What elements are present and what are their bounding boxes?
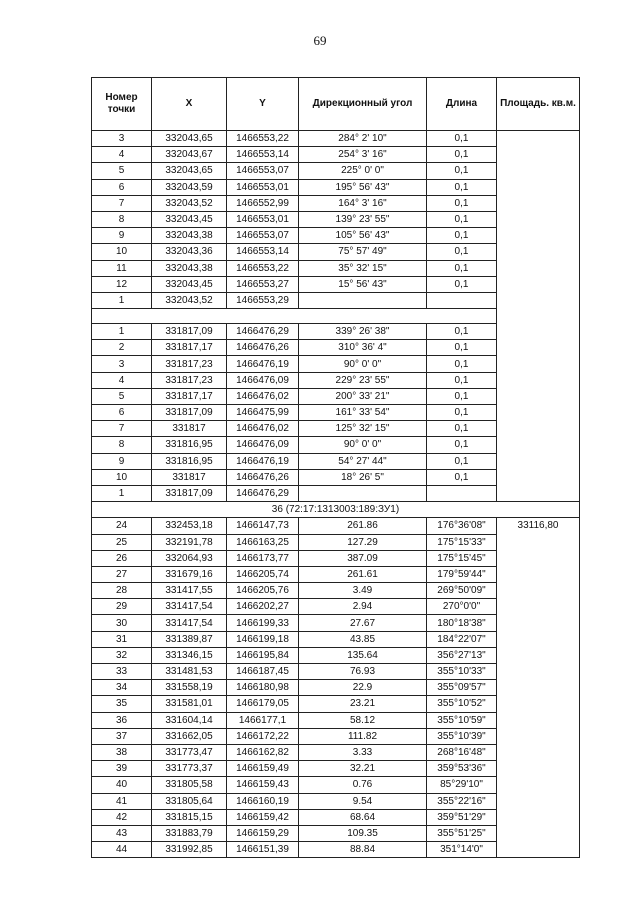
point-number: 43: [92, 825, 152, 841]
length: 270°0'0": [427, 599, 497, 615]
length: 355°10'52": [427, 696, 497, 712]
section-row: [92, 502, 580, 518]
table-row: [92, 518, 580, 534]
coord-x: 332064,93: [152, 550, 227, 566]
length: 0,1: [427, 356, 497, 372]
length: 355°10'33": [427, 664, 497, 680]
coord-x: 332043,52: [152, 195, 227, 211]
coord-y: 1466195,84: [227, 647, 299, 663]
point-number: 8: [92, 437, 152, 453]
coord-y: 1466159,42: [227, 809, 299, 825]
coord-y: 1466160,19: [227, 793, 299, 809]
length: 0,1: [427, 421, 497, 437]
coord-x: 332043,65: [152, 131, 227, 147]
coord-x: 331773,47: [152, 744, 227, 760]
coord-y: 1466172,22: [227, 728, 299, 744]
header-point: Номер точки: [92, 78, 152, 131]
coord-y: 1466476,26: [227, 340, 299, 356]
coord-x: 332453,18: [152, 518, 227, 534]
point-number: 10: [92, 469, 152, 485]
header-length: Длина: [427, 78, 497, 131]
point-number: 38: [92, 744, 152, 760]
coord-y: 1466199,33: [227, 615, 299, 631]
length: 356°27'13": [427, 647, 497, 663]
point-number: 1: [92, 324, 152, 340]
direction-angle: 125° 32' 15": [299, 421, 427, 437]
point-number: 42: [92, 809, 152, 825]
length: 0,1: [427, 228, 497, 244]
point-number: 31: [92, 631, 152, 647]
coord-y: 1466553,29: [227, 292, 299, 308]
coord-x: 331816,95: [152, 453, 227, 469]
direction-angle: [299, 485, 427, 501]
coord-y: 1466205,76: [227, 583, 299, 599]
point-number: 1: [92, 292, 152, 308]
point-number: 6: [92, 179, 152, 195]
direction-angle: 58.12: [299, 712, 427, 728]
point-number: 29: [92, 599, 152, 615]
coord-x: 331883,79: [152, 825, 227, 841]
direction-angle: 139° 23' 55": [299, 211, 427, 227]
direction-angle: 68.64: [299, 809, 427, 825]
coord-x: 331816,95: [152, 437, 227, 453]
direction-angle: 76.93: [299, 664, 427, 680]
length: 0,1: [427, 195, 497, 211]
direction-angle: 3.33: [299, 744, 427, 760]
page-number: 69: [313, 33, 327, 48]
section-label: 36 (72:17:1313003:189:ЗУ1): [92, 502, 580, 518]
direction-angle: 339° 26' 38": [299, 324, 427, 340]
direction-angle: 15° 56' 43": [299, 276, 427, 292]
point-number: 8: [92, 211, 152, 227]
length: 269°50'09": [427, 583, 497, 599]
coord-y: 1466205,74: [227, 566, 299, 582]
direction-angle: 135.64: [299, 647, 427, 663]
coord-x: 331992,85: [152, 842, 227, 858]
point-number: 4: [92, 147, 152, 163]
point-number: 26: [92, 550, 152, 566]
coord-x: 332043,36: [152, 244, 227, 260]
direction-angle: 261.86: [299, 518, 427, 534]
length: 0,1: [427, 405, 497, 421]
point-number: 25: [92, 534, 152, 550]
coord-y: 1466476,26: [227, 469, 299, 485]
direction-angle: 27.67: [299, 615, 427, 631]
length: 0,1: [427, 131, 497, 147]
length: 0,1: [427, 179, 497, 195]
coord-x: 331817,17: [152, 388, 227, 404]
length: 359°51'29": [427, 809, 497, 825]
length: 0,1: [427, 276, 497, 292]
point-number: 7: [92, 195, 152, 211]
coord-y: 1466159,49: [227, 761, 299, 777]
direction-angle: 284° 2' 10": [299, 131, 427, 147]
point-number: 5: [92, 388, 152, 404]
point-number: 7: [92, 421, 152, 437]
length: 0,1: [427, 147, 497, 163]
coord-y: 1466553,07: [227, 163, 299, 179]
direction-angle: 200° 33' 21": [299, 388, 427, 404]
point-number: 6: [92, 405, 152, 421]
point-number: 2: [92, 340, 152, 356]
direction-angle: 75° 57' 49": [299, 244, 427, 260]
coord-x: 331815,15: [152, 809, 227, 825]
length: 175°15'45": [427, 550, 497, 566]
direction-angle: 105° 56' 43": [299, 228, 427, 244]
point-number: 11: [92, 260, 152, 276]
length: 0,1: [427, 469, 497, 485]
point-number: 32: [92, 647, 152, 663]
coord-x: 332043,38: [152, 228, 227, 244]
length: 0,1: [427, 163, 497, 179]
point-number: 44: [92, 842, 152, 858]
coord-x: 332043,59: [152, 179, 227, 195]
coord-x: 331817,09: [152, 405, 227, 421]
header-angle: Дирекционный угол: [299, 78, 427, 131]
direction-angle: 225° 0' 0": [299, 163, 427, 179]
point-number: 40: [92, 777, 152, 793]
coord-y: 1466187,45: [227, 664, 299, 680]
point-number: 4: [92, 372, 152, 388]
direction-angle: 32.21: [299, 761, 427, 777]
length: 355°51'25": [427, 825, 497, 841]
coord-y: 1466179,05: [227, 696, 299, 712]
coord-y: 1466162,82: [227, 744, 299, 760]
length: 355°10'59": [427, 712, 497, 728]
coord-y: 1466553,07: [227, 228, 299, 244]
direction-angle: 22.9: [299, 680, 427, 696]
length: 180°18'38": [427, 615, 497, 631]
coord-y: 1466553,01: [227, 211, 299, 227]
coord-x: 332043,45: [152, 211, 227, 227]
coord-x: 331581,01: [152, 696, 227, 712]
coord-y: 1466476,02: [227, 421, 299, 437]
coord-x: 331817,09: [152, 324, 227, 340]
coord-y: 1466476,19: [227, 356, 299, 372]
coord-y: 1466553,01: [227, 179, 299, 195]
point-number: 28: [92, 583, 152, 599]
direction-angle: 387.09: [299, 550, 427, 566]
coord-x: 332191,78: [152, 534, 227, 550]
direction-angle: 127.29: [299, 534, 427, 550]
length: 355°10'39": [427, 728, 497, 744]
length: 179°59'44": [427, 566, 497, 582]
coord-y: 1466553,27: [227, 276, 299, 292]
coord-y: 1466553,22: [227, 260, 299, 276]
direction-angle: 88.84: [299, 842, 427, 858]
coord-y: 1466476,29: [227, 324, 299, 340]
coord-y: 1466159,43: [227, 777, 299, 793]
point-number: 37: [92, 728, 152, 744]
point-number: 3: [92, 131, 152, 147]
length: 0,1: [427, 388, 497, 404]
coord-y: 1466199,18: [227, 631, 299, 647]
length: 0,1: [427, 340, 497, 356]
direction-angle: 111.82: [299, 728, 427, 744]
length: 0,1: [427, 260, 497, 276]
point-number: 3: [92, 356, 152, 372]
coord-y: 1466476,09: [227, 372, 299, 388]
direction-angle: 164° 3' 16": [299, 195, 427, 211]
coord-x: 332043,65: [152, 163, 227, 179]
coord-x: 332043,45: [152, 276, 227, 292]
point-number: 36: [92, 712, 152, 728]
direction-angle: 9.54: [299, 793, 427, 809]
length: 355°22'16": [427, 793, 497, 809]
coord-y: 1466475,99: [227, 405, 299, 421]
direction-angle: 18° 26' 5": [299, 469, 427, 485]
coord-y: 1466173,77: [227, 550, 299, 566]
direction-angle: 261.61: [299, 566, 427, 582]
length: 0,1: [427, 324, 497, 340]
length: 0,1: [427, 372, 497, 388]
direction-angle: 90° 0' 0": [299, 356, 427, 372]
coord-y: 1466476,09: [227, 437, 299, 453]
length: 176°36'08": [427, 518, 497, 534]
coord-y: 1466553,22: [227, 131, 299, 147]
coord-y: 1466180,98: [227, 680, 299, 696]
length: 351°14'0": [427, 842, 497, 858]
coordinates-table: [91, 77, 580, 858]
coord-x: 331417,54: [152, 599, 227, 615]
point-number: 41: [92, 793, 152, 809]
point-number: 5: [92, 163, 152, 179]
length: 0,1: [427, 437, 497, 453]
header-x: X: [152, 78, 227, 131]
point-number: 12: [92, 276, 152, 292]
coord-y: 1466147,73: [227, 518, 299, 534]
direction-angle: 0.76: [299, 777, 427, 793]
coord-x: 332043,67: [152, 147, 227, 163]
coord-y: 1466177,1: [227, 712, 299, 728]
direction-angle: 109.35: [299, 825, 427, 841]
length: 0,1: [427, 211, 497, 227]
coord-x: 331817,23: [152, 356, 227, 372]
coord-y: 1466151,39: [227, 842, 299, 858]
header-area: Площадь. кв.м.: [497, 78, 580, 131]
point-number: 9: [92, 228, 152, 244]
coord-y: 1466202,27: [227, 599, 299, 615]
length: 268°16'48": [427, 744, 497, 760]
coord-x: 331558,19: [152, 680, 227, 696]
coord-x: 331805,58: [152, 777, 227, 793]
direction-angle: 195° 56' 43": [299, 179, 427, 195]
coord-x: 331604,14: [152, 712, 227, 728]
coord-x: 332043,52: [152, 292, 227, 308]
length: 0,1: [427, 244, 497, 260]
length: 359°53'36": [427, 761, 497, 777]
coord-x: 331679,16: [152, 566, 227, 582]
length: 85°29'10": [427, 777, 497, 793]
coord-x: 331773,37: [152, 761, 227, 777]
length: [427, 292, 497, 308]
coord-x: 331817: [152, 421, 227, 437]
coord-y: 1466552,99: [227, 195, 299, 211]
coord-y: 1466163,25: [227, 534, 299, 550]
point-number: 24: [92, 518, 152, 534]
length: 355°09'57": [427, 680, 497, 696]
point-number: 30: [92, 615, 152, 631]
point-number: 10: [92, 244, 152, 260]
coord-y: 1466476,29: [227, 485, 299, 501]
length: 0,1: [427, 453, 497, 469]
direction-angle: 35° 32' 15": [299, 260, 427, 276]
coord-y: 1466553,14: [227, 147, 299, 163]
point-number: 34: [92, 680, 152, 696]
area-value: 33116,80: [497, 518, 580, 858]
coord-x: 331481,53: [152, 664, 227, 680]
length: 175°15'33": [427, 534, 497, 550]
coord-x: 331817,09: [152, 485, 227, 501]
coord-x: 331417,54: [152, 615, 227, 631]
coord-x: 331389,87: [152, 631, 227, 647]
table-row: [92, 131, 580, 147]
point-number: 39: [92, 761, 152, 777]
coord-y: 1466159,29: [227, 825, 299, 841]
area-cell-empty: [497, 131, 580, 502]
coord-x: 331817,17: [152, 340, 227, 356]
point-number: 1: [92, 485, 152, 501]
point-number: 33: [92, 664, 152, 680]
coord-x: 331346,15: [152, 647, 227, 663]
direction-angle: 2.94: [299, 599, 427, 615]
coord-y: 1466553,14: [227, 244, 299, 260]
direction-angle: 229° 23' 55": [299, 372, 427, 388]
direction-angle: 161° 33' 54": [299, 405, 427, 421]
coord-x: 331817,23: [152, 372, 227, 388]
spacer-cell: [92, 309, 497, 324]
direction-angle: 23.21: [299, 696, 427, 712]
coord-y: 1466476,02: [227, 388, 299, 404]
direction-angle: 3.49: [299, 583, 427, 599]
direction-angle: 90° 0' 0": [299, 437, 427, 453]
header-y: Y: [227, 78, 299, 131]
coord-x: 331817: [152, 469, 227, 485]
direction-angle: 43.85: [299, 631, 427, 647]
point-number: 9: [92, 453, 152, 469]
coord-x: 331662,05: [152, 728, 227, 744]
length: 184°22'07": [427, 631, 497, 647]
point-number: 35: [92, 696, 152, 712]
direction-angle: [299, 292, 427, 308]
direction-angle: 254° 3' 16": [299, 147, 427, 163]
table-header-row: [92, 78, 580, 131]
coord-x: 331805,64: [152, 793, 227, 809]
point-number: 27: [92, 566, 152, 582]
length: [427, 485, 497, 501]
coord-x: 332043,38: [152, 260, 227, 276]
direction-angle: 54° 27' 44": [299, 453, 427, 469]
coord-x: 331417,55: [152, 583, 227, 599]
direction-angle: 310° 36' 4": [299, 340, 427, 356]
coord-y: 1466476,19: [227, 453, 299, 469]
